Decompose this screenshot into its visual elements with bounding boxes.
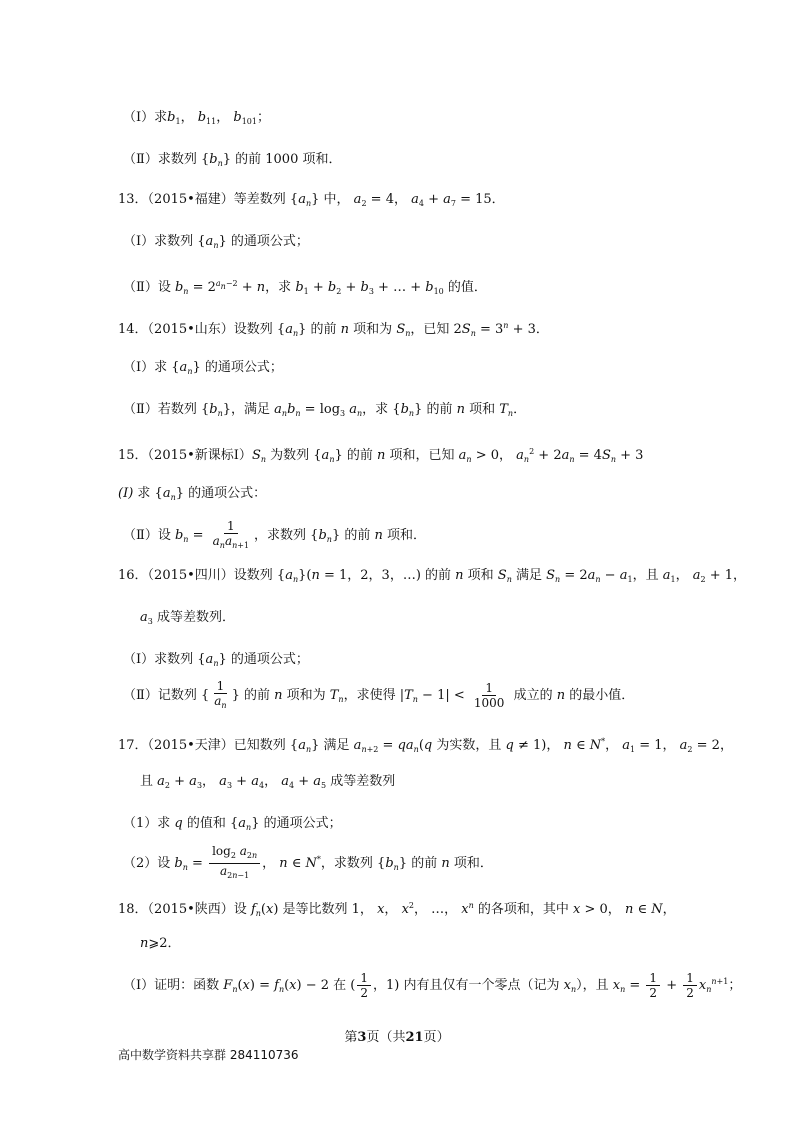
page-total: 21 xyxy=(405,1030,424,1045)
p18-heading-cont: n⩾2． xyxy=(140,936,181,951)
page-prefix: 第 xyxy=(344,1030,358,1045)
p15-heading: 15．（2015•新课标$Ⅰ)S_n$ 为数列 $\{a_n\}$ 的前 n 项和，已知 $a_n > 0$， $a_n^2 + 2a_n = 4S_n + 3$ xyxy=(118,447,644,464)
p12-part2: （Ⅱ）求数列 $\{b_n\}$ 的前 1000 项和． xyxy=(123,152,342,168)
p17-part1: （1）求 q 的值和 $\{a_n\}$ 的通项公式； xyxy=(123,816,342,832)
p13-heading: 13．（2015•福建）等差数列 $\{a_n\}$ 中， $a_2 = 4$， $a_4 + a_7 = 15$． xyxy=(118,192,505,208)
page-mid: 页（共 xyxy=(366,1030,406,1045)
p13-part1: （Ⅰ）求数列 $\{a_n\}$ 的通项公式； xyxy=(123,234,309,250)
p17-heading: 17．（2015•天津）已知数列 $\{a_n\}$ 满足 $a_{n+2} = qa_n(q$ 为实数，且 q ≠ 1)， n ∈ N*， $a_1 = 1$， $a_2 = 2$， xyxy=(118,737,733,754)
p17-heading-cont: 且 $a_2 + a_3$， $a_3 + a_4$， $a_4 + a_5$ 成等差数列 xyxy=(140,774,396,790)
p15-part2: （Ⅱ）设 $b_n$ = $\frac{1}{a_na_{n+1}}$ ，求数列 $\{b_n\}$ 的前 n 项和． xyxy=(123,518,426,550)
p18-part1: （Ⅰ）证明：函数 $F_n(x) = f_n(x) - 2$ 在 ( $\frac{1}{2}$ ，1) 内有且仅有一个零点（记为 $x_n$），且 $x_n$ = $\frac{1}{2}$ + $\frac{1}{2}$ $x_n^{n+1}$； xyxy=(123,971,742,1000)
p13-part2: （Ⅱ）设 $b_n = 2^{a_n-2} + n$，求 $b_1 + b_2 + b_3$ + … + $b_{10}$ 的值． xyxy=(123,279,487,296)
p14-part2: （Ⅱ）若数列 $\{b_n\}$，满足 $a_nb_n = \log_3 a_n$，求 $\{b_n\}$ 的前 n 项和 $T_n$． xyxy=(123,402,527,418)
p16-part1: （Ⅰ）求数列 $\{a_n\}$ 的通项公式； xyxy=(123,652,309,668)
p12-part1: （Ⅰ）求$b_1$， $b_{11}$， $b_{101}$； xyxy=(123,110,270,126)
page-suffix: 页） xyxy=(423,1030,450,1045)
p18-heading: 18．（2015•陕西）设 $f_n(x)$ 是等比数列 1， x， $x^2$， …， $x^n$ 的各项和，其中 x > 0， n ∈ N， xyxy=(118,901,676,918)
p15-part1: (I) 求 $\{a_n\}$ 的通项公式： xyxy=(118,486,267,502)
p17-part2: （2）设 $b_n$ = $\frac{\log_2 a_{2n}}{a_{2n-1}}$ ， n ∈ N*，求数列 $\{b_n\}$ 的前 n 项和． xyxy=(123,844,493,880)
p14-part1: （Ⅰ）求 $\{a_n\}$ 的通项公式； xyxy=(123,360,283,376)
page-current: 3 xyxy=(357,1030,367,1045)
p16-part2: （Ⅱ）记数列 { $\frac{1}{a_n}$ } 的前 n 项和为 $T_n$，求使得 $|T_n - 1|$ < $\frac{1}{1000}$ 成立的 n 的最小值． xyxy=(123,678,635,710)
footer-group-note: 高中数学资料共享群 284110736 xyxy=(118,1048,299,1062)
p16-heading: 16．（2015•四川）设数列 $\{a_n\}(n = 1$，2，3，…) 的前 n 项和 $S_n$ 满足 $S_n = 2a_n - a_1$，且 $a_1$， $a_2 + 1$， xyxy=(118,568,747,584)
p14-heading: 14．（2015•山东）设数列 $\{a_n\}$ 的前 n 项和为 $S_n$，已知 $2S_n = 3^n + 3$． xyxy=(118,321,549,338)
page-number xyxy=(0,1026,794,1045)
p16-heading-cont: $a_3$ 成等差数列． xyxy=(140,610,235,626)
